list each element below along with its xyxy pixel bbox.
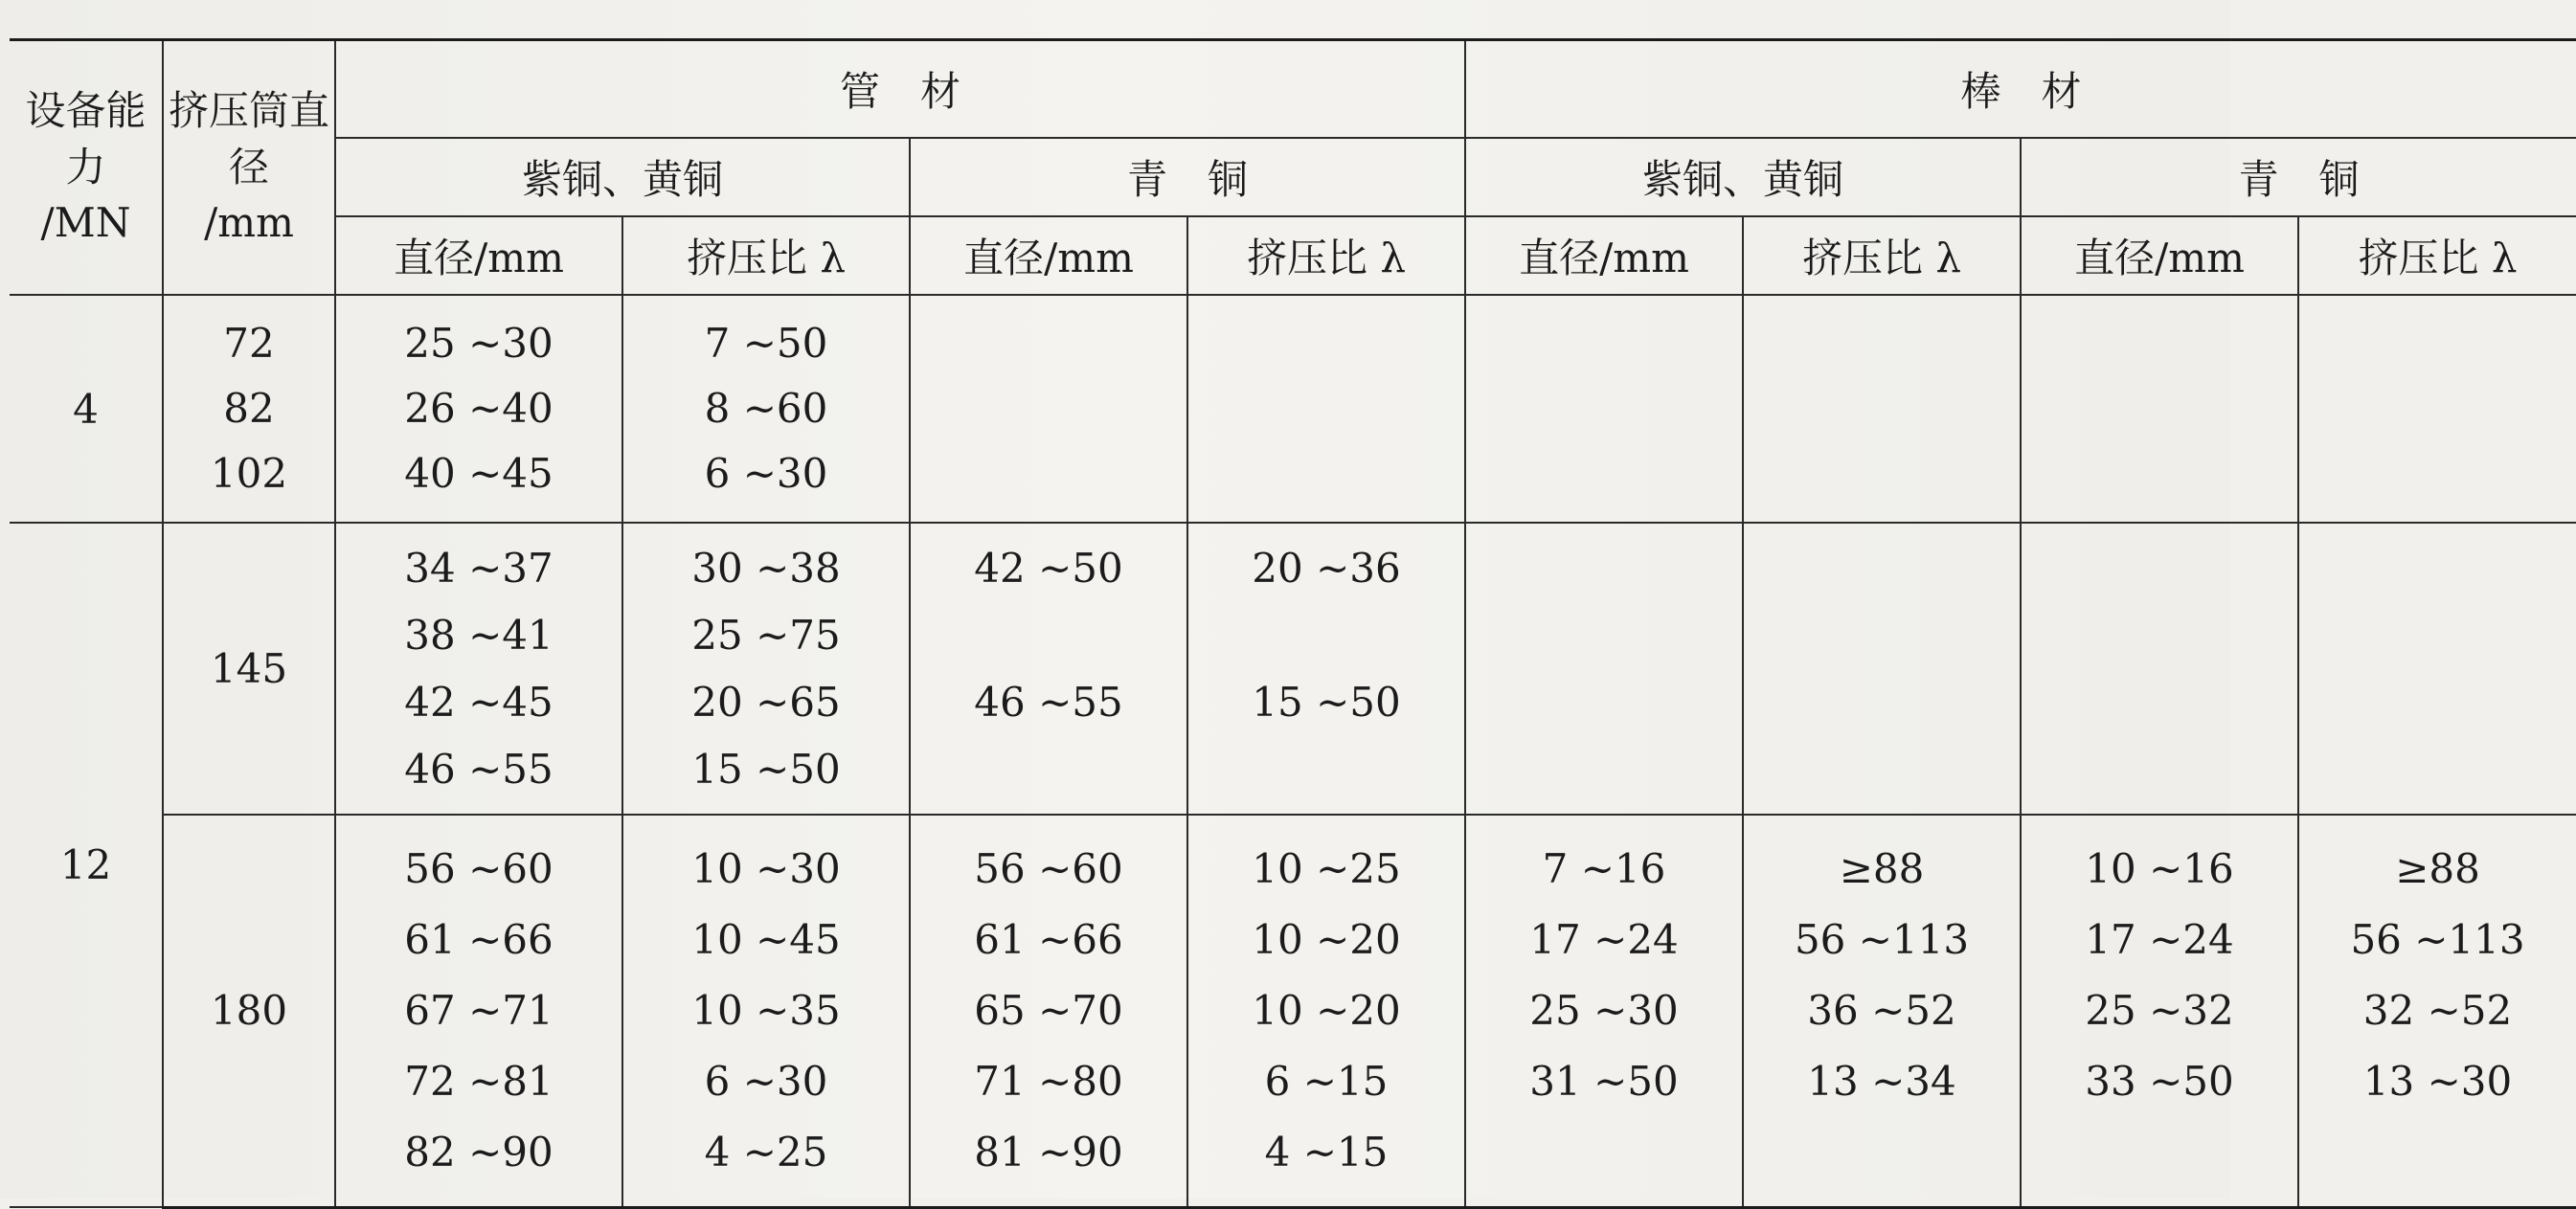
empty-cell — [2298, 523, 2576, 815]
header-container-unit: /mm — [204, 199, 294, 247]
cell-value: 10 ~20 — [1252, 915, 1401, 963]
capacity-cell: 4 — [10, 295, 163, 523]
tube-cu-ratio-cell — [622, 295, 910, 523]
empty-cell — [2298, 295, 2576, 523]
empty-cell — [1465, 295, 1743, 523]
cell-value: 25 ~75 — [691, 611, 841, 659]
cell-value: 36 ~52 — [1807, 986, 1956, 1034]
cell-value: 15 ~50 — [1252, 678, 1401, 726]
cell-value: 34 ~37 — [404, 544, 554, 592]
tube-cu-ratio-cell — [622, 815, 910, 1207]
table-row — [10, 295, 2576, 523]
cell-value: 10 ~35 — [691, 986, 841, 1034]
cell-value: 61 ~66 — [404, 915, 554, 963]
cell-value: 6 ~30 — [704, 450, 828, 497]
header-bar: 棒 材 — [1465, 40, 2576, 139]
tube-bronze-ratio-cell — [1187, 815, 1465, 1207]
cell-value: 30 ~38 — [691, 544, 841, 592]
header-container-label: 挤压筒直径 — [168, 86, 329, 190]
cell-value: 56 ~113 — [2350, 915, 2525, 963]
cell-value: 56 ~113 — [1794, 915, 1970, 963]
table-row — [10, 815, 2576, 1207]
cell-value: 10 ~16 — [2085, 844, 2234, 892]
tube-cu-diameter-cell — [335, 815, 622, 1207]
cell-value: 46 ~55 — [404, 745, 554, 793]
empty-cell — [1743, 523, 2021, 815]
header-container-diameter — [163, 40, 335, 296]
cell-value: 42 ~50 — [974, 544, 1123, 592]
container-diameter-cell: 145 — [163, 523, 335, 815]
cell-value: 10 ~20 — [1252, 986, 1401, 1034]
empty-cell — [1743, 295, 2021, 523]
empty-cell — [1465, 523, 1743, 815]
cell-value: 10 ~25 — [1252, 844, 1401, 892]
header-bar-bronze: 青 铜 — [2021, 138, 2576, 216]
header-diameter: 直径/mm — [2021, 216, 2298, 295]
cell-value: 20 ~36 — [1252, 544, 1401, 592]
header-diameter: 直径/mm — [335, 216, 622, 295]
cell-value: 40 ~45 — [404, 450, 554, 497]
cell-value: 25 ~30 — [404, 320, 554, 367]
bar-bronze-ratio-cell — [2298, 815, 2576, 1207]
bar-bronze-diameter-cell — [2021, 815, 2298, 1207]
cell-value: 7 ~16 — [1542, 844, 1666, 892]
cell-value — [911, 736, 1186, 803]
cell-value: 72 — [223, 320, 275, 367]
header-bar-copper-brass: 紫铜、黄铜 — [1465, 138, 2021, 216]
capacity-cell: 12 — [10, 523, 163, 1207]
header-capacity — [10, 40, 163, 296]
header-ratio: 挤压比 λ — [1187, 216, 1465, 295]
cell-value: ≥88 — [2395, 844, 2480, 892]
header-ratio: 挤压比 λ — [622, 216, 910, 295]
header-capacity-label: 设备能力 — [25, 86, 147, 190]
tube-cu-ratio-cell — [622, 523, 910, 815]
extrusion-spec-table — [10, 38, 2576, 1209]
header-ratio: 挤压比 λ — [1743, 216, 2021, 295]
cell-value — [1188, 602, 1464, 669]
cell-value: 20 ~65 — [691, 678, 841, 726]
cell-value: 42 ~45 — [404, 678, 554, 726]
cell-value: 46 ~55 — [974, 678, 1123, 726]
header-diameter: 直径/mm — [910, 216, 1187, 295]
cell-value: 25 ~32 — [2085, 986, 2234, 1034]
cell-value: 56 ~60 — [974, 844, 1123, 892]
cell-value: 33 ~50 — [2085, 1057, 2234, 1105]
cell-value: 8 ~60 — [704, 385, 828, 432]
cell-value: 6 ~15 — [1264, 1057, 1389, 1105]
cell-value: 13 ~30 — [2362, 1057, 2513, 1105]
cell-value: 7 ~50 — [704, 320, 828, 367]
cell-value: 32 ~52 — [2362, 986, 2513, 1034]
cell-value: 31 ~50 — [1529, 1057, 1679, 1105]
cell-value: 4 ~15 — [1264, 1128, 1389, 1175]
cell-value: 82 ~90 — [404, 1128, 554, 1175]
container-diameter-cell: 180 — [163, 815, 335, 1207]
empty-cell — [2021, 295, 2298, 523]
cell-value: 13 ~34 — [1807, 1057, 1956, 1105]
cell-value — [1188, 736, 1464, 803]
empty-cell — [910, 295, 1187, 523]
cell-value — [911, 602, 1186, 669]
cell-value: ≥88 — [1839, 844, 1925, 892]
cell-value: 17 ~24 — [1529, 915, 1679, 963]
cell-value: 81 ~90 — [974, 1128, 1123, 1175]
tube-cu-diameter-cell — [335, 523, 622, 815]
cell-value: 6 ~30 — [704, 1057, 828, 1105]
header-ratio: 挤压比 λ — [2298, 216, 2576, 295]
cell-value: 67 ~71 — [404, 986, 554, 1034]
cell-value: 71 ~80 — [974, 1057, 1123, 1105]
cell-value: 25 ~30 — [1529, 986, 1679, 1034]
cell-value: 56 ~60 — [404, 844, 554, 892]
cell-value: 4 ~25 — [704, 1128, 828, 1175]
tube-bronze-diameter-cell — [910, 815, 1187, 1207]
cell-value: 61 ~66 — [974, 915, 1123, 963]
empty-cell — [2021, 523, 2298, 815]
header-tube-bronze: 青 铜 — [910, 138, 1465, 216]
header-diameter: 直径/mm — [1465, 216, 1743, 295]
container-diameter-cell — [163, 295, 335, 523]
cell-value: 10 ~45 — [691, 915, 841, 963]
empty-cell — [1187, 295, 1465, 523]
header-tube: 管 材 — [335, 40, 1465, 139]
bar-cu-diameter-cell — [1465, 815, 1743, 1207]
cell-value: 102 — [210, 450, 288, 497]
cell-value: 38 ~41 — [404, 611, 554, 659]
tube-bronze-diameter-cell — [910, 523, 1187, 815]
header-capacity-unit: /MN — [40, 199, 131, 247]
header-tube-copper-brass: 紫铜、黄铜 — [335, 138, 910, 216]
cell-value: 15 ~50 — [691, 745, 841, 793]
table-row — [10, 523, 2576, 815]
cell-value: 72 ~81 — [404, 1057, 554, 1105]
cell-value: 17 ~24 — [2085, 915, 2234, 963]
cell-value: 82 — [223, 385, 275, 432]
cell-value: 65 ~70 — [974, 986, 1123, 1034]
bar-cu-ratio-cell — [1743, 815, 2021, 1207]
tube-bronze-ratio-cell — [1187, 523, 1465, 815]
tube-cu-diameter-cell — [335, 295, 622, 523]
cell-value: 26 ~40 — [404, 385, 554, 432]
cell-value: 10 ~30 — [691, 844, 841, 892]
